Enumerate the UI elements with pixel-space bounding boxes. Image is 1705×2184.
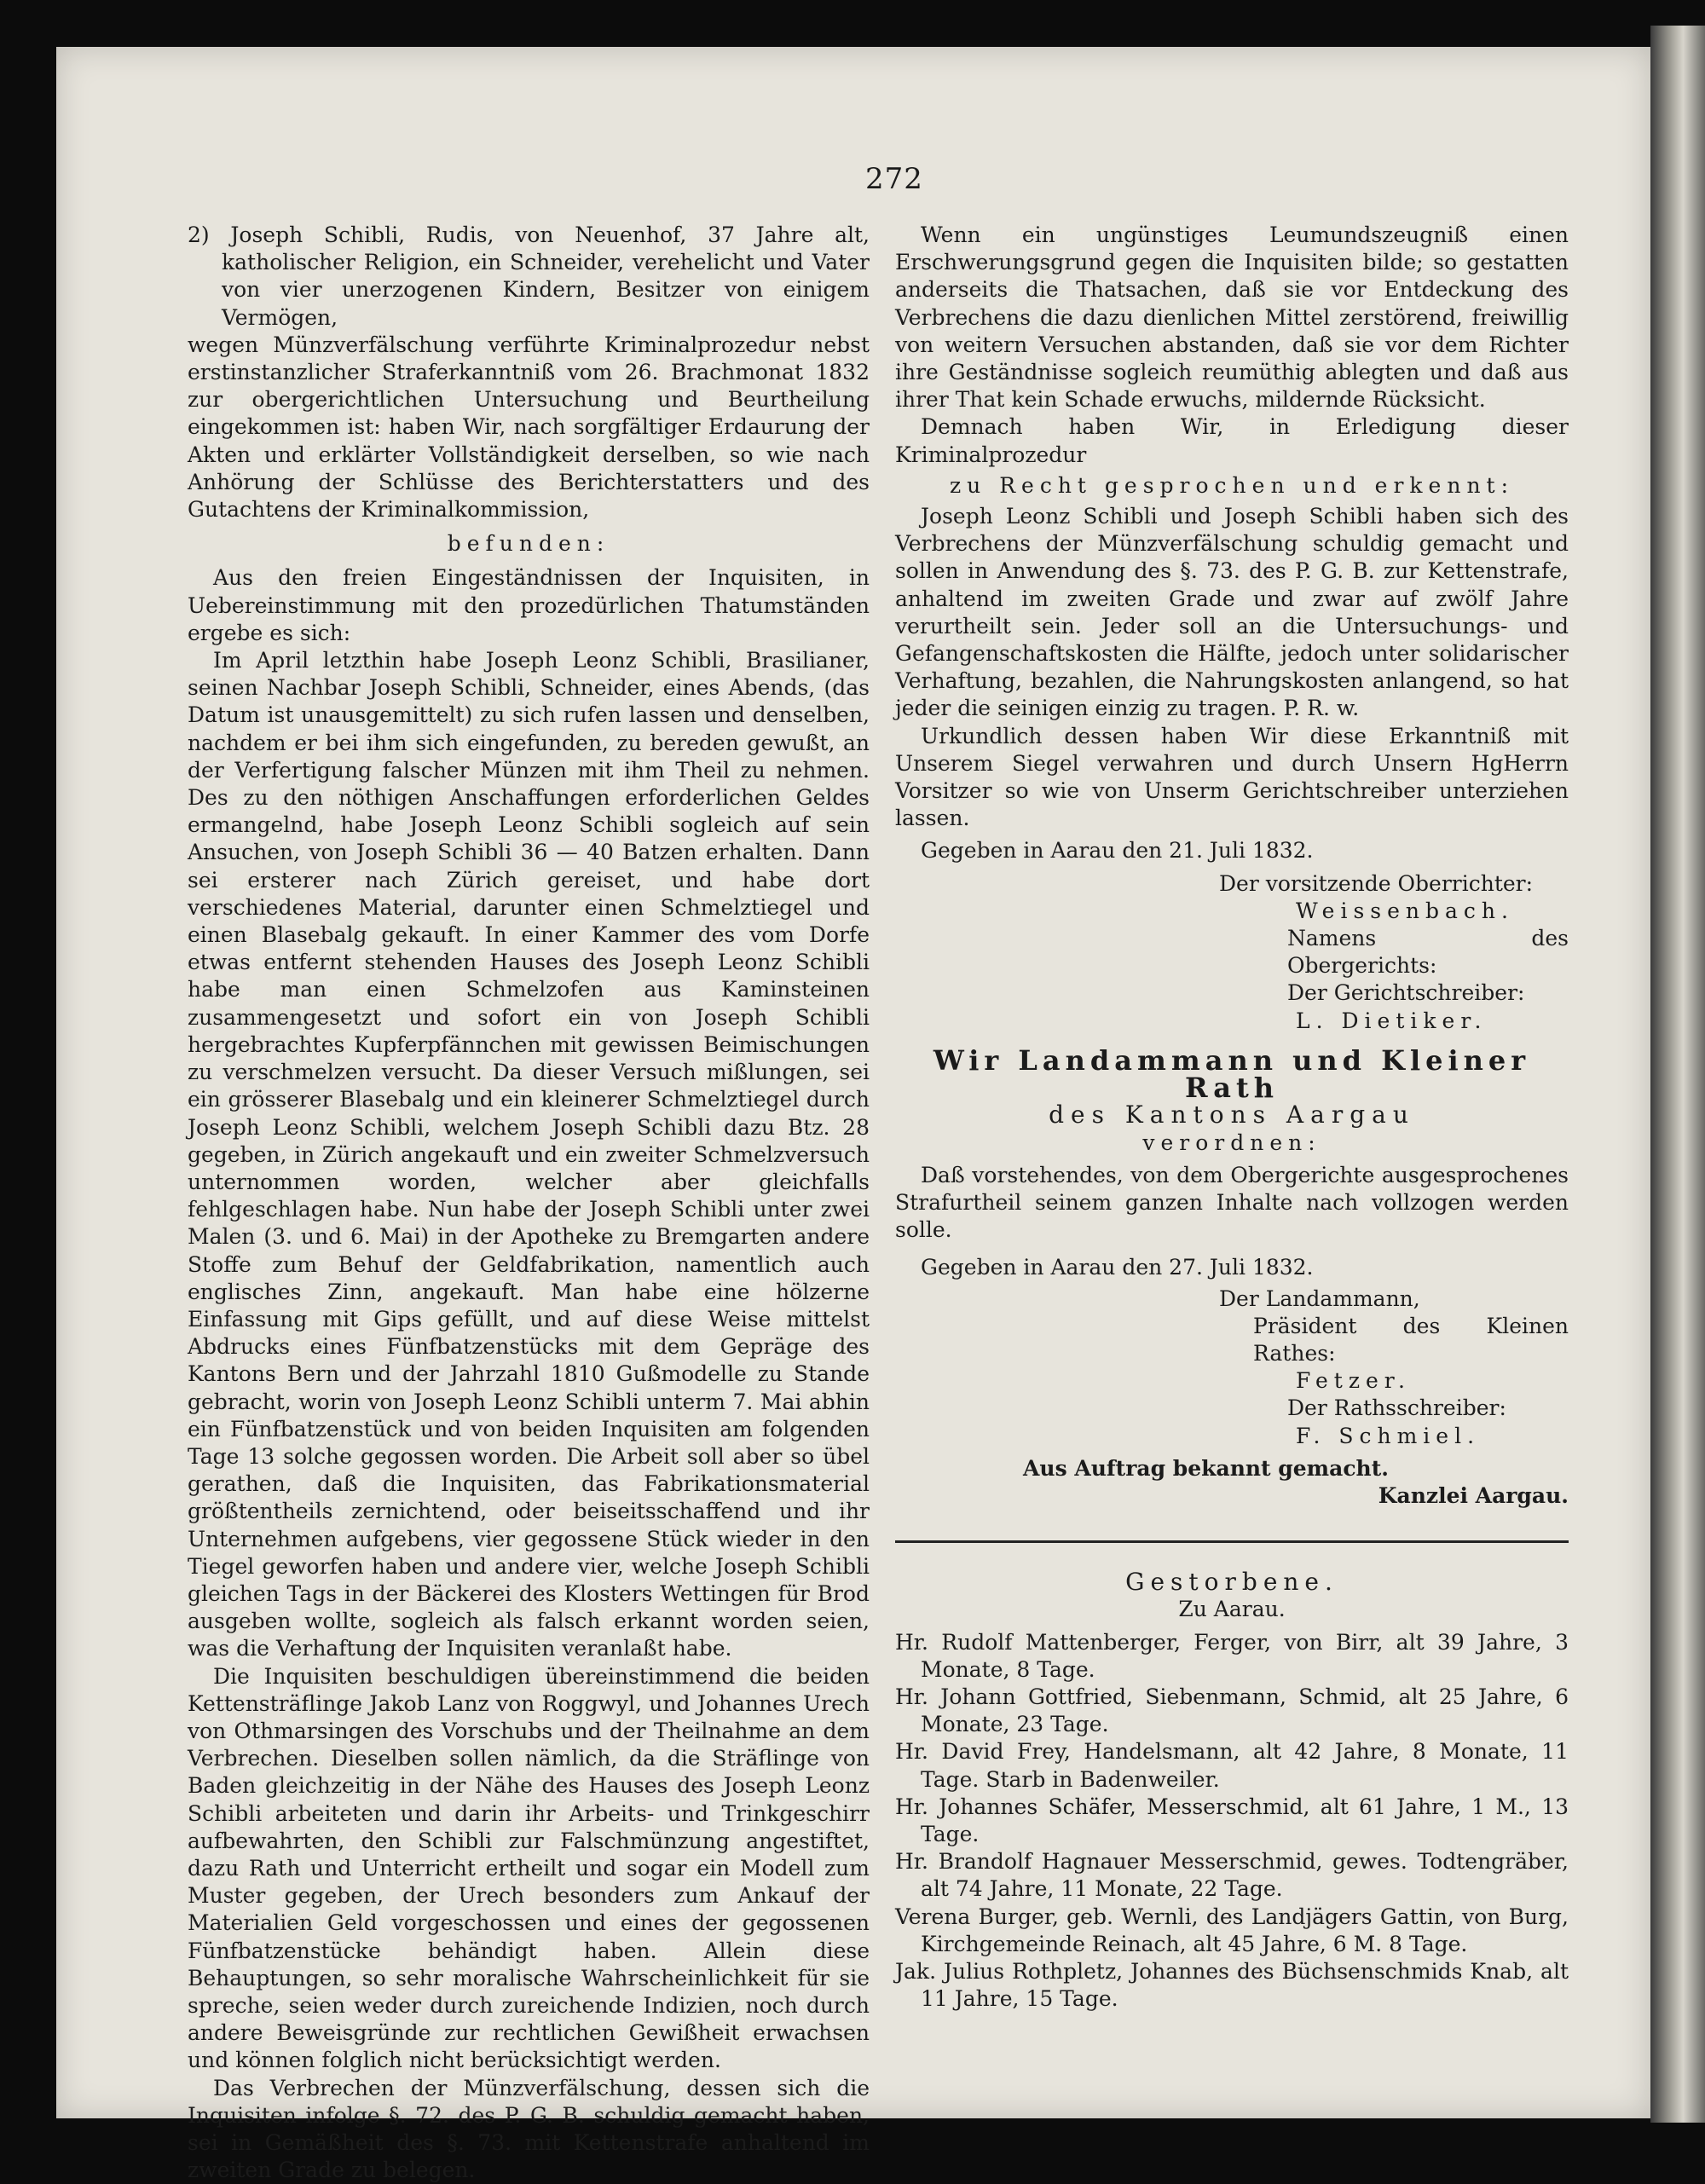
deaths-heading: Gestorbene. <box>1125 1568 1338 1597</box>
attestation-paragraph: Urkundlich dessen haben Wir diese Erkanntniß mit Unserem Siegel verwahren und durch Unsern HgHerrn Vorsitzer so wie von Unserm Gerichtschreiber unterziehen lassen. <box>895 723 1569 831</box>
death-entry: Hr. Rudolf Mattenberger, Ferger, von Birr, alt 39 Jahre, 3 Monate, 8 Tage. <box>895 1629 1569 1682</box>
decree-verb: verordnen: <box>1142 1130 1321 1155</box>
signature-1-clerk-title: Der Gerichtschreiber: <box>1287 980 1525 1006</box>
finding-paragraph-2: Im April letzthin habe Joseph Leonz Schibli, Brasilianer, seinen Nachbar Joseph Schibli, Schneider, eines Abends, (das Datum ist unausgemittelt) zu sich rufen lassen und denselben, nachdem er bei ihm sich eingefunden, zu bereden gewußt, an der Verfertigung falscher Münzen mit ihm Theil zu nehmen. Des zu den nöthigen Anschaffungen erforderlichen Geldes ermangelnd, habe Joseph Leonz Schibli sogleich auf sein Ansuchen, von Joseph Schibli 36 — 40 Batzen erhalten. Dann sei ersterer nach Zürich gereiset, und habe dort verschiedenes Material, darunter einen Schmelztiegel und einen Blasebalg gekauft. In einer Kammer des vom Dorfe etwas entfernt stehenden Hauses des Joseph Leonz Schibli habe man einen Schmelzofen aus Kaminsteinen zusammengesetzt und sofort ein von Joseph Schibli hergebrachtes Kupferpfännchen mit gewissen Beimischungen zu verschmelzen versucht. Da dieser Versuch mißlungen, sei ein grösserer Blasebalg und ein kleinerer Schmelztiegel durch Joseph Leonz Schibli, welchem Joseph Schibli dazu Btz. 28 gegeben, in Zürich angekauft und ein zweiter Schmelzversuch unternommen worden, welcher aber gleichfalls fehlgeschlagen habe. Nun habe der Joseph Schibli unter zwei Malen (3. und 6. Mai) in der Apotheke zu Bremgarten andere Stoffe zum Behuf der Geldfabrikation, namentlich auch englisches Zinn, angekauft. Man habe eine hölzerne Einfassung mit Gips gefüllt, und auf diese Weise mittelst Abdrucks eines Fünfbatzenstücks mit dem Gepräge des Kantons Bern und der Jahrzahl 1810 Gußmodelle zu Stande gebracht, worin von Joseph Leonz Schibli unterm 7. Mai abhin ein Fünfbatzenstück und von beiden Inquisiten am folgenden Tage 13 solche gegossen worden. Die Arbeit soll aber so übel gerathen, daß die Inquisiten, das Fabrikationsmaterial größtentheils zernichtend, oder beiseitsschaffend und ihr Unternehmen aufgebens, vier gegossene Stück wieder in den Tiegel geworfen haben und andere vier, welche Joseph Schibli gleichen Tags in der Bäckerei des Klosters Wettingen für Brod ausgeben wollte, sogleich als falsch erkannt worden seien, was die Verhaftung der Inquisiten veranlaßt habe. <box>188 648 870 1661</box>
signature-2-title: Der Landammann, <box>1219 1286 1420 1311</box>
signature-2-name: Fetzer. <box>1296 1368 1411 1394</box>
intro-paragraph: wegen Münzverfälschung verführte Kriminalprozedur nebst erstinstanzlicher Straferkanntniß vom 26. Brachmonat 1832 zur obergerichtlichen Untersuchung und Beurtheilung eingekommen ist: haben Wir, nach sorgfältiger Erdaurung der Akten und erklärter Vollständigkeit derselben, so wie nach Anhörung der Schlüsse des Berichterstatters und des Gutachtens der Kriminalkommission, <box>188 332 870 523</box>
verdict-heading: zu Recht gesprochen und erkennt: <box>949 472 1515 498</box>
signature-2-clerk-title: Der Rathsschreiber: <box>1287 1395 1506 1421</box>
finding-paragraph-1: Aus den freien Eingeständnissen der Inquisiten, in Uebereinstimmung mit den prozedürlichen Thatumständen ergebe es sich: <box>188 565 870 645</box>
given-date-2: Gegeben in Aarau den 27. Juli 1832. <box>921 1255 1314 1280</box>
death-entry: Hr. Brandolf Hagnauer Messerschmid, gewes. Todtengräber, alt 74 Jahre, 11 Monate, 22 Tage. <box>895 1849 1569 1902</box>
section-divider <box>895 1540 1569 1543</box>
signature-2-role: Präsident des Kleinen Rathes: <box>1253 1313 1569 1366</box>
signature-1-title: Der vorsitzende Oberrichter: <box>1219 870 1534 896</box>
verdict-paragraph: Joseph Leonz Schibli und Joseph Schibli haben sich des Verbrechens der Münzverfälschung schuldig gemacht und sollen in Anwendung des §. 73. des P. G. B. zur Kettenstrafe, anhaltend im zweiten Grade und zwar auf zwölf Jahre verurtheilt sein. Jeder soll an die Untersuchungs- und Gefangenschaftskosten die Hälfte, jedoch unter solidarischer Verhaftung, bezahlen, die Nahrungskosten anlangend, so hat jeder die seinigen einzig zu tragen. P. R. w. <box>895 504 1569 721</box>
decree-title: Wir Landammann und Kleiner Rath <box>933 1043 1531 1105</box>
case-header: 2) Joseph Schibli, Rudis, von Neuenhof, 37 Jahre alt, katholischer Religion, ein Schneider, verehelicht und Vater von vier unerzogenen Kindern, Besitzer von einigem Vermögen, <box>188 222 870 330</box>
finding-paragraph-3: Die Inquisiten beschuldigen übereinstimmend die beiden Kettensträflinge Jakob Lanz von Roggwyl, und Johannes Urech von Othmarsingen des Vorschubs und der Theilnahme an dem Verbrechen. Dieselben sollen nämlich, da die Sträflinge von Baden gleichzeitig in der Nähe des Hauses des Joseph Leonz Schibli arbeiteten und darin ihr Arbeits- und Trinkgeschirr aufbewahrten, den Schibli zur Falschmünzung angestiftet, dazu Rath und Unterricht ertheilt und sogar ein Modell zum Muster gegeben, der Urech besonders zum Ankauf der Materialien Geld vorgeschossen und eines der gegossenen Fünfbatzenstücke behändigt haben. Allein diese Behauptungen, so sehr moralische Wahrscheinlichkeit für sie spreche, seien weder durch zureichende Indizien, noch durch andere Beweisgründe zur rechtlichen Gewißheit erwachsen und können folglich nicht berücksichtigt werden. <box>188 1663 870 2073</box>
demnach-paragraph: Demnach haben Wir, in Erledigung dieser Kriminalprozedur <box>895 414 1569 467</box>
decree-subtitle: des Kantons Aargau <box>1049 1101 1415 1130</box>
right-column <box>895 222 1569 2013</box>
signature-1-name: Weissenbach. <box>1296 898 1514 923</box>
signature-2-clerk-name: F. Schmiel. <box>1296 1423 1481 1448</box>
mitigation-paragraph: Wenn ein ungünstiges Leumundszeugniß einen Erschwerungsgrund gegen die Inquisiten bilde; so gestatten anderseits die Thatsachen, daß sie vor Entdeckung des Verbrechens die dazu dienlichen Mittel zerstörend, freiwillig von weitern Versuchen abstanden, daß sie vor dem Richter ihre Geständnisse sogleich reumüthig ablegten und daß aus ihrer That kein Schade erwuchs, mildernde Rücksicht. <box>895 222 1569 413</box>
page-edge <box>1650 26 1705 2123</box>
signature-1-clerk-name: L. Dietiker. <box>1296 1008 1488 1033</box>
page-number: 272 <box>865 162 923 196</box>
given-date-1: Gegeben in Aarau den 21. Juli 1832. <box>921 838 1314 864</box>
finding-paragraph-4: Das Verbrechen der Münzverfälschung, dessen sich die Inquisiten infolge §. 72. des P. G. B. schuldig gemacht haben, sei in Gemäßheit des §. 73. mit Kettenstrafe anhaltend im zweiten Grade zu belegen. <box>188 2075 870 2183</box>
death-entry: Hr. Johann Gottfried, Siebenmann, Schmid, alt 25 Jahre, 6 Monate, 23 Tage. <box>895 1684 1569 1737</box>
chancery-signature: Kanzlei Aargau. <box>1378 1482 1569 1508</box>
decree-text: Daß vorstehendes, von dem Obergerichte ausgesprochenes Strafurtheil seinem ganzen Inhalte nach vollzogen werden solle. <box>895 1162 1569 1243</box>
death-entry: Jak. Julius Rothpletz, Johannes des Büchsenschmids Knab, alt 11 Jahre, 15 Tage. <box>895 1958 1569 2012</box>
death-entry: Hr. Johannes Schäfer, Messerschmid, alt 61 Jahre, 1 M., 13 Tage. <box>895 1794 1569 1846</box>
deaths-place: Zu Aarau. <box>1178 1597 1286 1622</box>
death-entry: Verena Burger, geb. Wernli, des Landjägers Gattin, von Burg, Kirchgemeinde Reinach, alt 45 Jahre, 6 M. 8 Tage. <box>895 1904 1569 1956</box>
publication-note: Aus Auftrag bekannt gemacht. <box>1023 1455 1389 1481</box>
signature-1-on-behalf: Namens des Obergerichts: <box>1287 926 1569 979</box>
death-entry: Hr. David Frey, Handelsmann, alt 42 Jahre, 8 Monate, 11 Tage. Starb in Badenweiler. <box>895 1739 1569 1792</box>
befunden-heading: befunden: <box>447 531 610 557</box>
left-column <box>188 222 870 2184</box>
